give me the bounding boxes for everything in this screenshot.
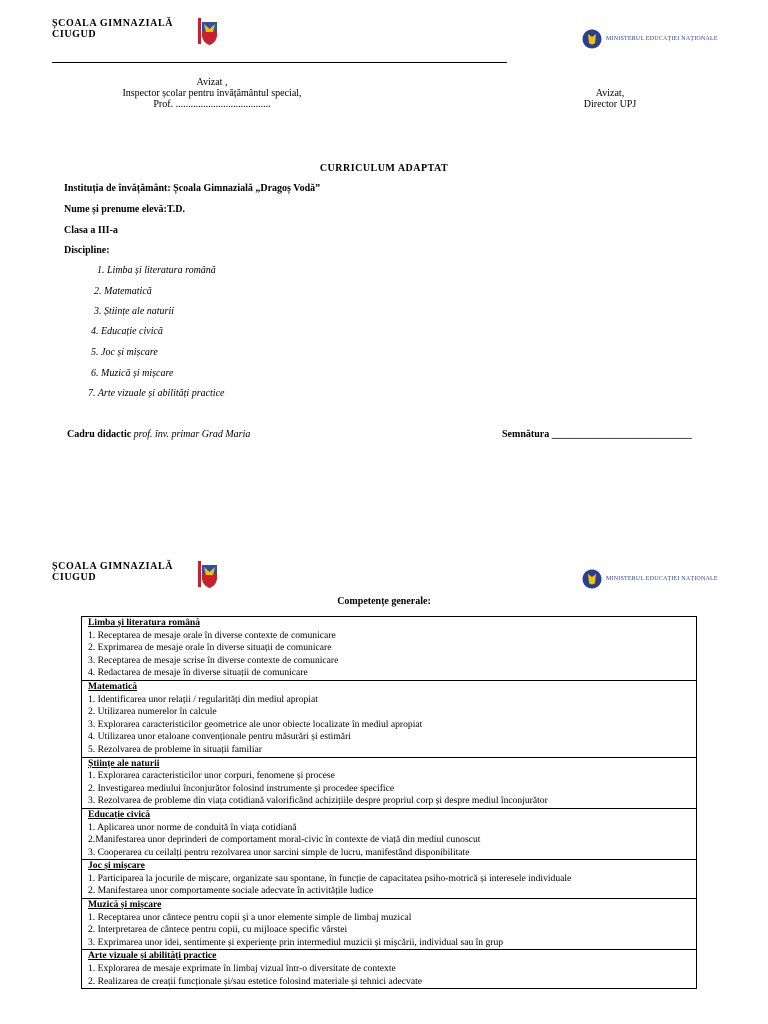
competency-item: 2. Realizarea de creații funcționale și/sau estetice folosind materiale și tehnici adecvate	[88, 975, 423, 987]
discipline-item: 1. Limba și literatura română	[97, 265, 216, 276]
ministry-name: MINISTERUL EDUCAȚIEI NAȚIONALE	[606, 36, 718, 42]
competency-item: 2.Manifestarea unor deprinderi de comportament moral-civic în contexte de viață din mediul cunoscut	[88, 834, 481, 846]
competency-section	[82, 950, 697, 989]
competency-section-title: Educație civică	[88, 808, 151, 820]
competency-cell	[82, 808, 697, 859]
school-crest-icon	[197, 561, 219, 589]
discipline-item: 5. Joc și mișcare	[91, 347, 158, 358]
competency-item: 4. Redactarea de mesaje în diverse situații de comunicare	[88, 667, 308, 679]
competency-cell	[82, 757, 697, 808]
competency-section-title: Arte vizuale și abilități practice	[88, 950, 217, 962]
approval-director: Avizat, Director UPJ	[583, 88, 637, 110]
ministry-logo-page2	[582, 568, 718, 590]
competency-cell	[82, 680, 697, 757]
competency-item: 4. Utilizarea unor etaloane convenționale pentru măsurări și estimări	[88, 731, 351, 743]
school-name: ȘCOALA GIMNAZIALĂ CIUGUD	[52, 18, 174, 40]
competency-item: 1. Explorarea caracteristicilor unor corpuri, fenomene și procese	[88, 770, 335, 782]
competencies-title: Competențe generale:	[337, 596, 431, 607]
competency-section-title: Științe ale naturii	[88, 757, 160, 769]
competency-section-title: Muzică și mișcare	[88, 899, 162, 911]
competency-item: 1. Identificarea unor relații / regularități din mediul apropiat	[88, 693, 318, 705]
competency-cell	[82, 617, 697, 681]
competency-cell	[82, 860, 697, 899]
competency-item: 1. Participarea la jocurile de mișcare, organizate sau spontane, în funcție de capacitatea psiho-motrică și interesele individuale	[88, 872, 572, 884]
ministry-emblem-icon	[582, 568, 602, 590]
competency-item: 5. Rezolvarea de probleme în situații familiar	[88, 743, 262, 755]
ministry-name: MINISTERUL EDUCAȚIEI NAȚIONALE	[606, 576, 718, 582]
competency-cell	[82, 899, 697, 950]
class-field: Clasa a III-a	[64, 225, 118, 236]
competency-item: 3. Exprimarea unor idei, sentimente și experiențe prin intermediul muzicii și mișcării, individual sau în grup	[88, 936, 504, 948]
header-divider	[52, 62, 507, 63]
competency-item: 3. Cooperarea cu ceilalți pentru rezolvarea unor sarcini simple de lucru, manifestând disponibilitate	[88, 846, 470, 858]
discipline-item: 4. Educație civică	[91, 326, 163, 337]
competency-section-title: Joc și mișcare	[88, 860, 145, 872]
competency-section-title: Matematică	[88, 680, 138, 692]
competency-item: 1. Receptarea de mesaje orale în diverse contexte de comunicare	[88, 629, 336, 641]
discipline-item: 3. Științe ale naturii	[94, 306, 174, 317]
competency-item: 1. Receptarea unor cântece pentru copii și a unor elemente simple de limbaj muzical	[88, 911, 412, 923]
competency-item: 2. Interpretarea de cântece pentru copii, cu mijloace specific vârstei	[88, 924, 348, 936]
competency-cell	[82, 950, 697, 989]
approval-inspector: Avizat , Inspector școlar pentru învățământul special, Prof. ......................................	[122, 77, 302, 110]
competency-section	[82, 617, 697, 681]
competency-section	[82, 860, 697, 899]
competency-section	[82, 808, 697, 859]
institution-field: Instituția de învățământ: Școala Gimnazială „Dragoș Vodă”	[64, 183, 321, 194]
teacher-signature: Cadru didactic prof. înv. primar Grad Maria	[67, 429, 251, 440]
competency-item: 3. Receptarea de mesaje scrise în diverse contexte de comunicare	[88, 654, 339, 666]
competency-item: 3. Explorarea caracteristicilor geometrice ale unor obiecte localizate în mediul apropiat	[88, 718, 423, 730]
ministry-logo	[582, 28, 718, 50]
discipline-item: 7. Arte vizuale și abilități practice	[88, 388, 225, 399]
competency-section	[82, 899, 697, 950]
discipline-item: 2. Matematică	[94, 286, 152, 297]
competency-section-title: Limba și literatura română	[88, 617, 201, 628]
disciplines-label: Discipline:	[64, 245, 110, 256]
competencies-table	[81, 616, 697, 989]
school-name-page2: ȘCOALA GIMNAZIALĂ CIUGUD	[52, 561, 174, 583]
competency-item: 1. Aplicarea unor norme de conduită în viața cotidiană	[88, 821, 297, 833]
school-crest-icon	[197, 18, 219, 46]
student-name-field: Nume și prenume elevă:T.D.	[64, 204, 186, 215]
page-title: CURRICULUM ADAPTAT	[319, 163, 449, 174]
ministry-emblem-icon	[582, 28, 602, 50]
discipline-item: 6. Muzică și mișcare	[91, 368, 174, 379]
competency-item: 1. Explorarea de mesaje exprimate în limbaj vizual într-o diversitate de contexte	[88, 963, 396, 975]
signature-line: Semnătura ____________________________	[502, 429, 692, 440]
competency-item: 3. Rezolvarea de probleme din viața cotidiană valorificând achizițiile despre propriul corp și despre mediul înconjurător	[88, 795, 548, 807]
competency-item: 2. Manifestarea unor comportamente sociale adecvate în activitățile ludice	[88, 885, 374, 897]
competency-item: 2. Exprimarea de mesaje orale în diverse situații de comunicare	[88, 642, 332, 654]
competency-item: 2. Investigarea mediului înconjurător folosind instrumente și procedee specifice	[88, 782, 395, 794]
competency-section	[82, 680, 697, 757]
competency-item: 2. Utilizarea numerelor în calcule	[88, 706, 217, 718]
competency-section	[82, 757, 697, 808]
